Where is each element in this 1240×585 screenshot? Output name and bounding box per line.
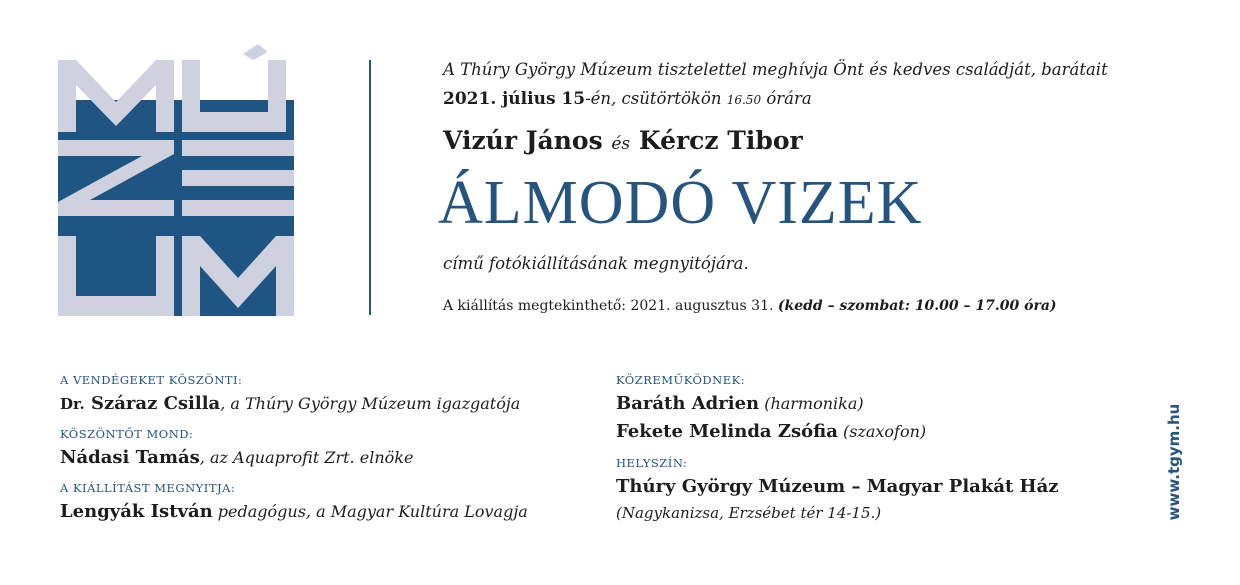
venue-address: (Nagykanizsa, Erzsébet tér 14-15.): [616, 504, 882, 522]
viewing-period: [443, 298, 1057, 314]
invitation-line: A Thúry György Múzeum tisztelettel meghívja Önt és kedves családját, barátait: [443, 60, 1108, 79]
performer-name: Baráth Adrien: [616, 393, 760, 414]
performer-instrument: (harmonika): [759, 394, 864, 413]
greeting-role: , az Aquaprofit Zrt. elnöke: [199, 448, 414, 467]
welcome-name: Száraz Csilla: [91, 393, 221, 414]
website-link[interactable]: [1162, 402, 1186, 522]
performer-name: Fekete Melinda Zsófia: [616, 421, 838, 442]
opening-role: pedagógus, a Magyar Kultúra Lovagja: [212, 502, 528, 521]
opening-speaker: [60, 501, 528, 522]
performer: [616, 393, 864, 414]
performers-label: KÖZREMŰKÖDNEK:: [616, 373, 746, 387]
greeting-speaker: [60, 447, 413, 468]
venue-label: HELYSZÍN:: [616, 456, 688, 470]
event-time-suffix: órára: [761, 89, 812, 108]
website-text: www.tgym.hu: [1165, 403, 1183, 521]
viewing-date: A kiállítás megtekinthető: 2021. augusztus 31.: [443, 298, 774, 314]
event-date-line: [443, 89, 812, 109]
welcome-label: A VENDÉGEKET KÖSZÖNTI:: [60, 373, 243, 387]
performer: [616, 421, 926, 442]
vertical-divider: [369, 60, 371, 315]
greeting-name: Nádasi Tamás: [60, 447, 200, 468]
venue-name: Thúry György Múzeum – Magyar Plakát Ház: [616, 476, 1059, 497]
greeting-label: KÖSZÖNTŐT MOND:: [60, 427, 194, 441]
exhibition-subtitle: című fotókiállításának megnyitójára.: [443, 254, 749, 273]
opening-name: Lengyák István: [60, 501, 213, 522]
exhibition-title: ÁLMODÓ VIZEK: [438, 169, 923, 237]
opening-label: A KIÁLLÍTÁST MEGNYITJA:: [60, 481, 236, 495]
event-day: -én, csütörtökön: [585, 89, 727, 108]
museum-logo: [58, 40, 294, 316]
artist-conjunction: és: [611, 134, 631, 154]
artist-name: Vizúr János: [443, 126, 603, 155]
artist-name: Kércz Tibor: [638, 126, 803, 155]
welcome-title: Dr.: [60, 395, 85, 413]
welcome-speaker: [60, 393, 520, 414]
event-date: 2021. július 15: [443, 89, 586, 109]
viewing-hours: (kedd – szombat: 10.00 – 17.00 óra): [777, 298, 1057, 314]
welcome-role: , a Thúry György Múzeum igazgatója: [220, 394, 521, 413]
artists-line: [443, 126, 803, 155]
event-time: 16.50: [726, 93, 762, 107]
performer-instrument: (szaxofon): [837, 422, 927, 441]
